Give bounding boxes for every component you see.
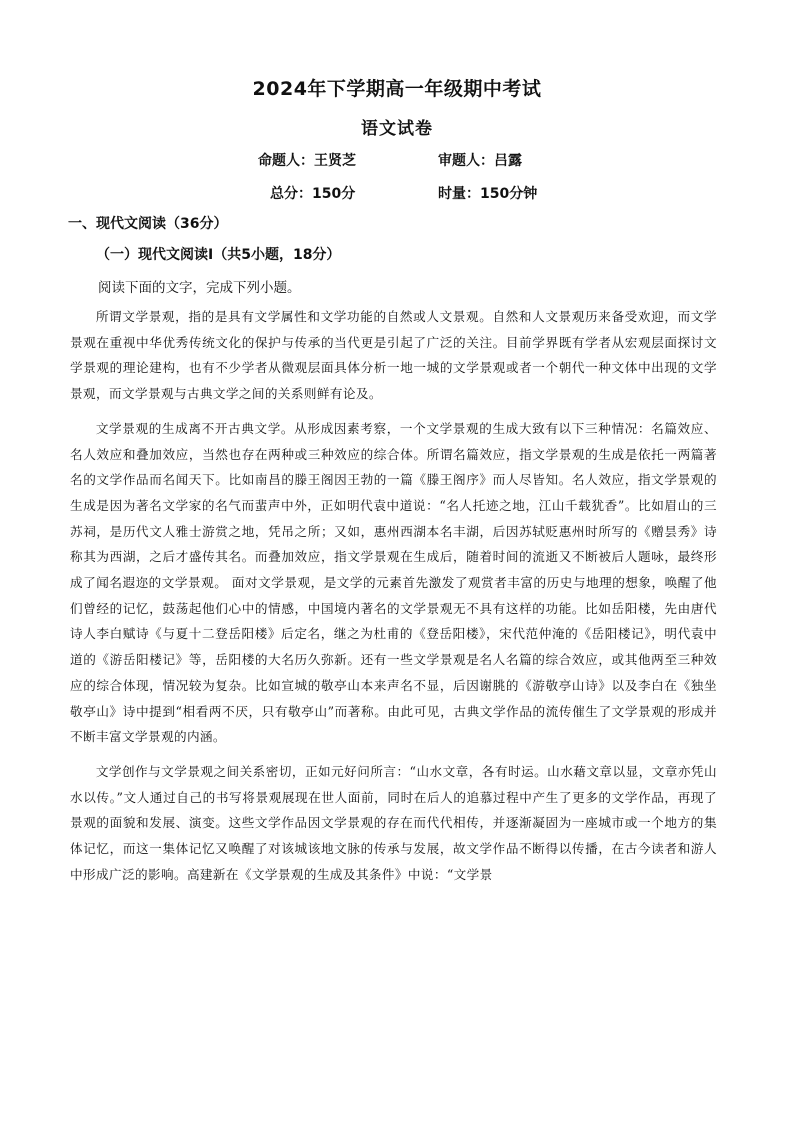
question-setter: 命题人：王贤芝 bbox=[258, 153, 356, 169]
passage-paragraph: 文学创作与文学景观之间关系密切，正如元好问所言：“山水文章，各有时运。山水藉文章以显，文章亦凭山水以传。”文人通过自己的书写将景观展现在世人面前，同时在后人的追慕过程中产生了更多的文学作品，再现了景观的面貌和发展、演变。这些文学作品因文学景观的存在而代代相传，并逐渐凝固为一座城市或一个地方的集体记忆，而这一集体记忆又唤醒了对该城该地文脉的传承与发展，故文学作品不断得以传播，在古今读者和游人中形成广泛的影响。高建新在《文学景观的生成及其条件》中说：“文学景 bbox=[70, 763, 717, 882]
passage-paragraph: 所谓文学景观，指的是具有文学属性和文学功能的自然或人文景观。自然和人文景观历来备受欢迎，而文学景观在重视中华优秀传统文化的保护与传承的当代更是引起了广泛的关注。目前学界既有学者从宏观层面探讨文学景观的理论建构，也有不少学者从微观层面具体分析一地一城的文学景观或者一个朝代一种文体中出现的文学景观，而文学景观与古典文学之间的关系则鲜有论及。 bbox=[70, 309, 717, 402]
exam-subtitle: 语文试卷 bbox=[361, 119, 433, 139]
time-limit: 时量：150分钟 bbox=[438, 186, 538, 202]
passage-paragraph: 文学景观的生成离不开古典文学。从形成因素考察，一个文学景观的生成大致有以下三种情况：名篇效应、名人效应和叠加效应，当然也存在两种或三种效应的综合体。所谓名篇效应，指文学景观的生成是依托一两篇著名的文学作品而名闻天下。比如南昌的滕王阁因王勃的一篇《滕王阁序》而人尽皆知。名人效应，指文学景观的生成是因为著名文学家的名气而蜚声中外，正如明代袁中道说：“名人托迹之地，江山千载犹香”。比如眉山的三苏祠，是历代文人雅士游赏之地，凭吊之所；又如，惠州西湖本名丰湖，后因苏轼贬惠州时所写的《赠昙秀》诗称其为西湖，之后才盛传其名。而叠加效应，指文学景观在生成后，随着时间的流逝又不断被后人题咏，最终形成了闻名遐迩的文学景观。 面对文学景观，是文学的元素首先激发了观赏者丰富的历史与地理的想象，唤醒了他们曾经的记忆，鼓荡起他们心中的情感，中国境内著名的文学景观无不具有这样的功能。比如岳阳楼，先由唐代诗人李白赋诗《与夏十二登岳阳楼》后定名，继之为杜甫的《登岳阳楼》，宋代范仲淹的《岳阳楼记》，明代袁中道的《游岳阳楼记》等，岳阳楼的大名历久弥新。还有一些文学景观是名人名篇的综合效应，或其他两至三种效应的综合体现，情况较为复杂。比如宣城的敬亭山本来声名不显，后因谢朓的《游敬亭山诗》以及李白在《独坐敬亭山》诗中提到“相看两不厌，只有敬亭山”而著称。由此可见，古典文学作品的流传催生了文学景观的形成并不断丰富文学景观的内涵。 bbox=[70, 420, 717, 745]
exam-title: 2024年下学期高一年级期中考试 bbox=[252, 78, 542, 100]
question-reviewer: 审题人：吕露 bbox=[438, 153, 522, 169]
reading-instruction: 阅读下面的文字，完成下列小题。 bbox=[98, 280, 301, 296]
subsection-heading: （一）现代文阅读Ⅰ（共5小题，18分） bbox=[96, 247, 341, 263]
section-heading: 一、现代文阅读（36分） bbox=[68, 216, 228, 232]
total-score: 总分：150分 bbox=[270, 186, 356, 202]
reading-passage bbox=[70, 304, 717, 887]
